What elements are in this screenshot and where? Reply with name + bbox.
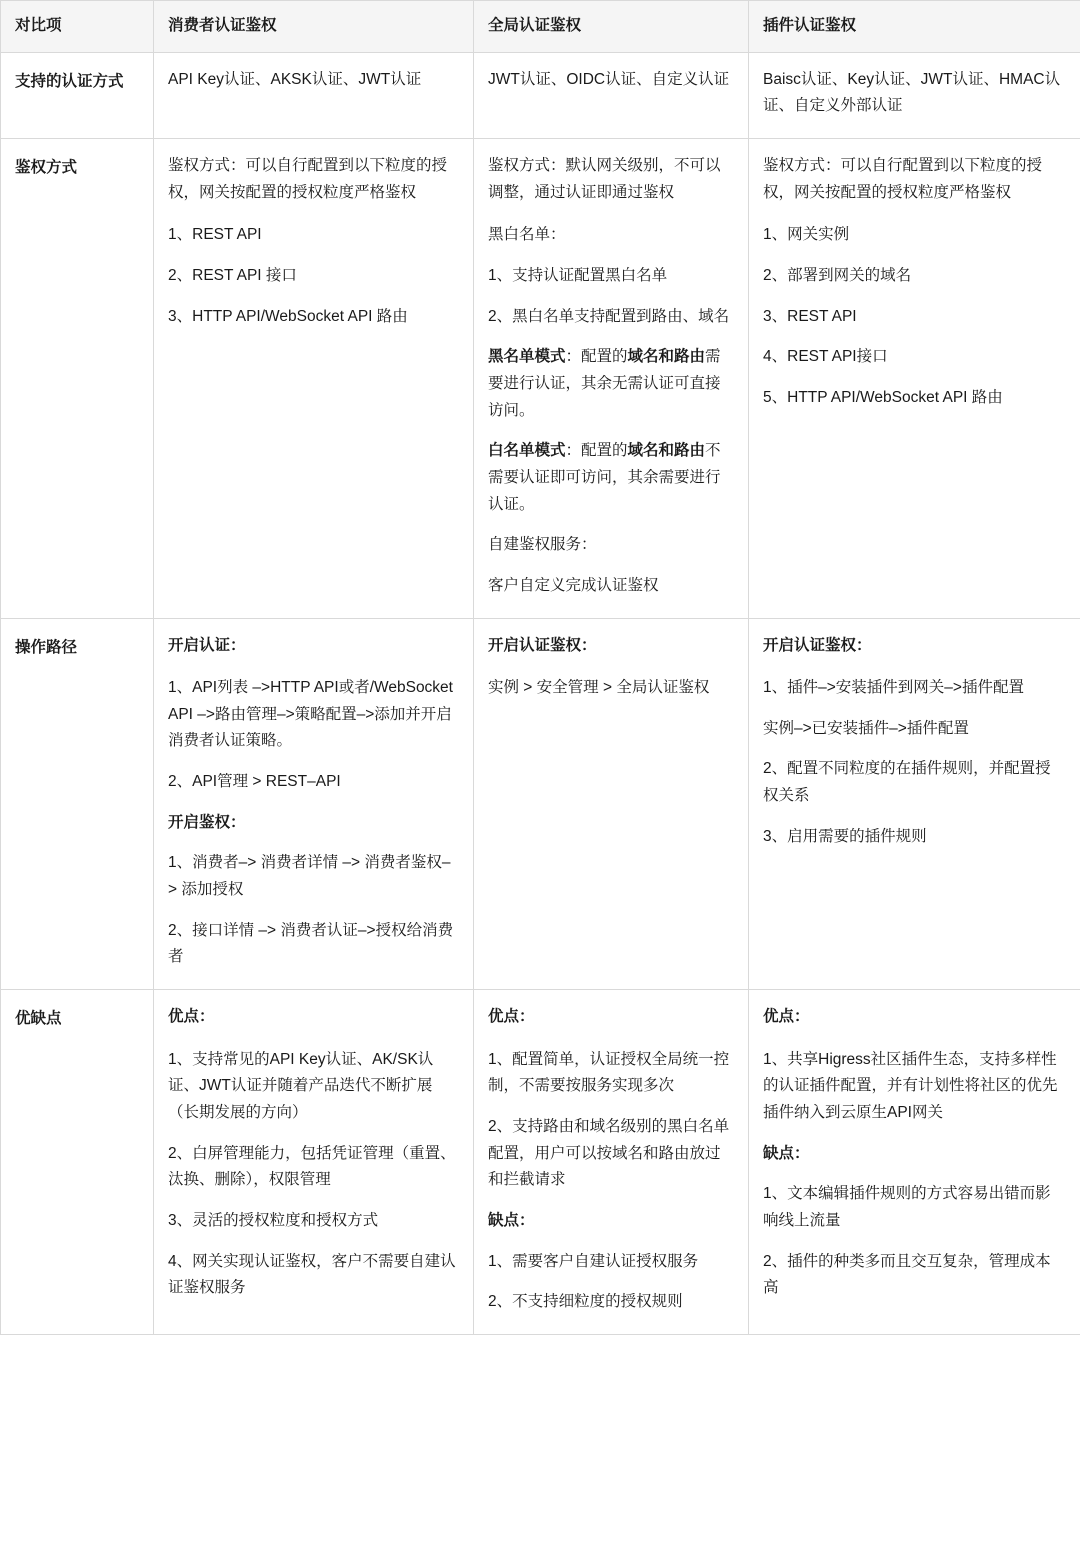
row-header-label: 鉴权方式 (1, 138, 154, 618)
cell-paragraph: 2、不支持细粒度的授权规则 (488, 1293, 683, 1311)
table-row (1, 138, 1080, 618)
cell-paragraph: 1、API列表 –>HTTP API或者/WebSocket API –>路由管理–>策略配置–>添加并开启消费者认证策略。 (168, 679, 453, 750)
table-cell-global (474, 138, 749, 618)
table-body (1, 52, 1080, 1334)
cell-paragraph: 缺点： (763, 1144, 810, 1162)
table-cell-global (474, 52, 749, 138)
table-header-row (1, 1, 1080, 53)
table-row (1, 990, 1080, 1335)
row-header-label: 操作路径 (1, 618, 154, 990)
cell-paragraph: 优点： (488, 1008, 535, 1026)
table-cell-global (474, 618, 749, 990)
cell-paragraph: 黑白名单： (488, 226, 566, 244)
cell-paragraph: 实例–>已安装插件–>插件配置 (763, 719, 969, 737)
cell-paragraph: 3、REST API (763, 307, 857, 325)
table-cell-consumer (154, 52, 474, 138)
cell-paragraph: 4、REST API接口 (763, 348, 888, 366)
cell-paragraph: 鉴权方式：可以自行配置到以下粒度的授权，网关按配置的授权粒度严格鉴权 (763, 156, 1043, 201)
table-cell-consumer (154, 618, 474, 990)
cell-paragraph: 优点： (168, 1008, 215, 1026)
cell-paragraph: 开启认证鉴权： (488, 636, 597, 654)
cell-paragraph: JWT认证、OIDC认证、自定义认证 (488, 70, 730, 88)
cell-paragraph: 1、插件–>安装插件到网关–>插件配置 (763, 679, 1024, 697)
column-header-global: 全局认证鉴权 (474, 1, 749, 53)
cell-paragraph: 2、支持路由和域名级别的黑白名单配置，用户可以按域名和路由放过和拦截请求 (488, 1118, 730, 1189)
cell-paragraph: 缺点： (488, 1212, 535, 1229)
cell-paragraph: 3、灵活的授权粒度和授权方式 (168, 1212, 379, 1229)
cell-paragraph: 1、配置简单，认证授权全局统一控制，不需要按服务实现多次 (488, 1050, 730, 1095)
table-cell-plugin (749, 138, 1080, 618)
cell-paragraph: 3、HTTP API/WebSocket API 路由 (168, 307, 408, 325)
cell-paragraph: API Key认证、AKSK认证、JWT认证 (168, 70, 422, 88)
cell-paragraph: 客户自定义完成认证鉴权 (488, 576, 659, 594)
cell-paragraph: 1、文本编辑插件规则的方式容易出错而影响线上流量 (763, 1185, 1051, 1229)
cell-paragraph: 优点： (763, 1008, 810, 1026)
table-cell-consumer (154, 138, 474, 618)
cell-paragraph: 开启鉴权： (168, 813, 246, 831)
table-cell-plugin (749, 990, 1080, 1335)
cell-paragraph: 5、HTTP API/WebSocket API 路由 (763, 388, 1003, 406)
cell-paragraph: 2、接口详情 –> 消费者认证–>授权给消费者 (168, 921, 454, 966)
cell-paragraph: 2、配置不同粒度的在插件规则，并配置授权关系 (763, 760, 1051, 805)
cell-paragraph: Baisc认证、Key认证、JWT认证、HMAC认证、自定义外部认证 (763, 70, 1061, 115)
table-cell-consumer (154, 990, 474, 1335)
column-header-consumer: 消费者认证鉴权 (154, 1, 474, 53)
cell-paragraph: 1、共享Higress社区插件生态，支持多样性的认证插件配置，并有计划性将社区的优先插件纳入到云原生API网关 (763, 1050, 1058, 1122)
cell-paragraph: 2、部署到网关的域名 (763, 266, 912, 284)
cell-paragraph: 3、启用需要的插件规则 (763, 827, 927, 845)
table-row (1, 618, 1080, 990)
cell-paragraph: 黑名单模式：配置的域名和路由需要进行认证，其余无需认证可直接访问。 (488, 348, 721, 419)
row-header-label: 支持的认证方式 (1, 52, 154, 138)
table-cell-global (474, 990, 749, 1335)
cell-paragraph: 自建鉴权服务： (488, 536, 597, 554)
cell-paragraph: 2、REST API 接口 (168, 266, 297, 284)
cell-paragraph: 1、REST API (168, 226, 262, 244)
table-cell-plugin (749, 618, 1080, 990)
cell-paragraph: 2、黑白名单支持配置到路由、域名 (488, 307, 730, 325)
table-row (1, 52, 1080, 138)
cell-paragraph: 开启认证： (168, 636, 246, 654)
cell-paragraph: 2、API管理 > REST–API (168, 773, 341, 791)
cell-paragraph: 1、支持认证配置黑白名单 (488, 266, 668, 284)
cell-paragraph: 开启认证鉴权： (763, 636, 872, 654)
row-header-label: 优缺点 (1, 990, 154, 1335)
cell-paragraph: 1、需要客户自建认证授权服务 (488, 1252, 699, 1270)
cell-paragraph: 鉴权方式：可以自行配置到以下粒度的授权，网关按配置的授权粒度严格鉴权 (168, 156, 448, 201)
cell-paragraph: 2、白屏管理能力，包括凭证管理（重置、汰换、删除），权限管理 (168, 1144, 456, 1189)
table-cell-plugin (749, 52, 1080, 138)
cell-paragraph: 1、消费者–> 消费者详情 –> 消费者鉴权–> 添加授权 (168, 854, 451, 899)
column-header-plugin: 插件认证鉴权 (749, 1, 1080, 53)
cell-paragraph: 实例 > 安全管理 > 全局认证鉴权 (488, 679, 710, 697)
cell-paragraph: 1、网关实例 (763, 226, 850, 244)
cell-paragraph: 4、网关实现认证鉴权，客户不需要自建认证鉴权服务 (168, 1252, 456, 1297)
cell-paragraph: 2、插件的种类多而且交互复杂，管理成本高 (763, 1252, 1051, 1297)
cell-paragraph: 1、支持常见的API Key认证、AK/SK认证、JWT认证并随着产品迭代不断扩展（长期发展的方向） (168, 1050, 434, 1122)
column-header-item: 对比项 (1, 1, 154, 53)
cell-paragraph: 鉴权方式：默认网关级别，不可以调整，通过认证即通过鉴权 (488, 156, 721, 201)
table-header (1, 1, 1080, 53)
cell-paragraph: 白名单模式：配置的域名和路由不需要认证即可访问，其余需要进行认证。 (488, 442, 721, 513)
